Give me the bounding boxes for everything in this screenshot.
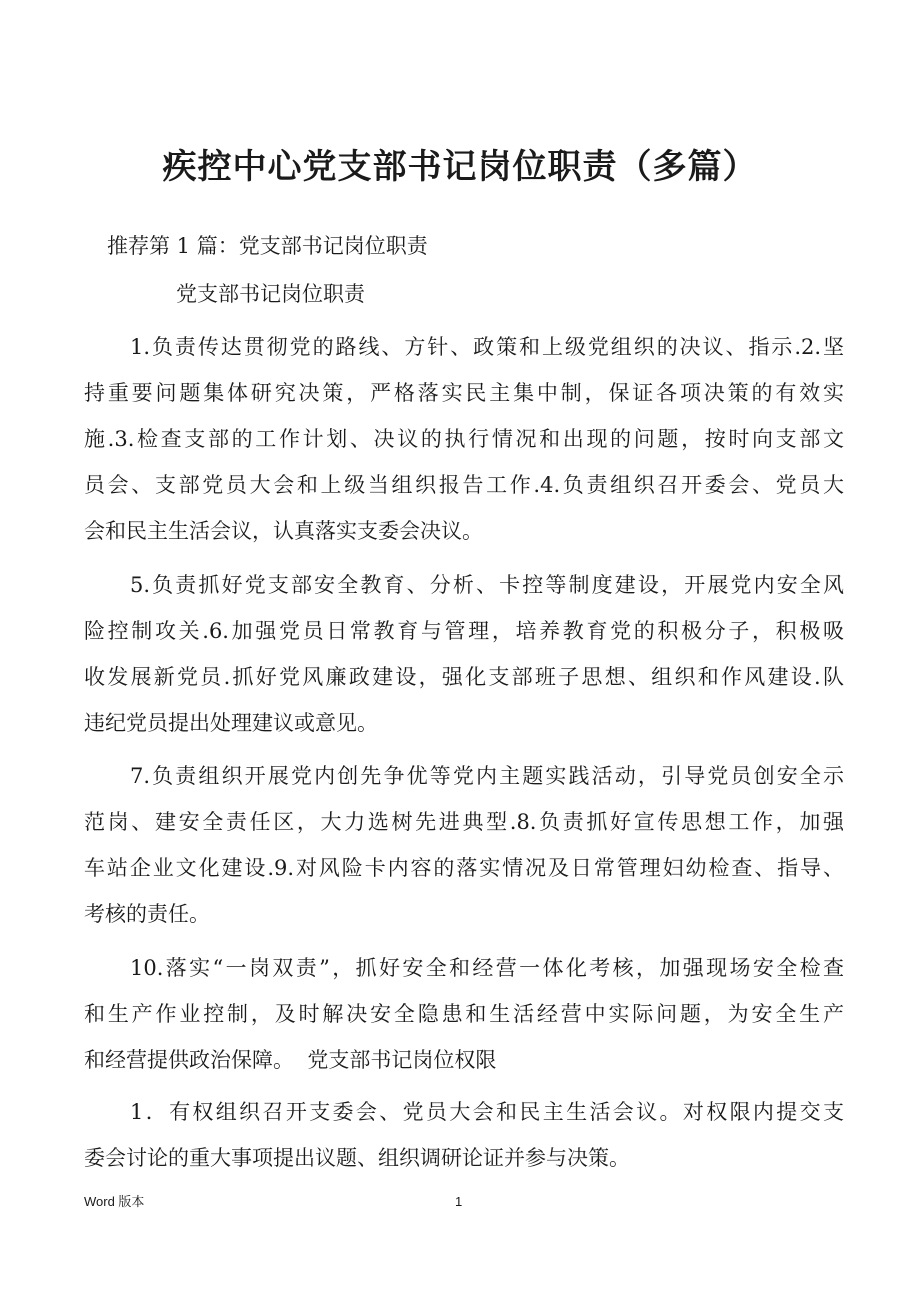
paragraph-line: 考核的责任。: [84, 902, 210, 926]
paragraph-2: [84, 562, 844, 746]
paragraph-5: [84, 1089, 844, 1181]
document-title: 疾控中心党支部书记岗位职责（多篇）: [162, 147, 758, 187]
paragraph-line: 委会讨论的重大事项提出议题、组织调研论证并参与决策。: [84, 1146, 630, 1170]
paragraph-line: 和生产作业控制，及时解决安全隐患和生活经营中实际问题，为安全生产: [84, 1002, 844, 1026]
paragraph-4: [84, 945, 844, 1083]
article-subtitle: 推荐第 1 篇：党支部书记岗位职责: [107, 234, 428, 258]
paragraph-3: [84, 753, 844, 937]
paragraph-line: 7.负责组织开展党内创先争优等党内主题实践活动，引导党员创安全示: [130, 764, 844, 788]
section-heading: 党支部书记岗位职责: [176, 282, 365, 306]
paragraph-line: 施.3.检查支部的工作计划、决议的执行情况和出现的问题，按时向支部文: [84, 427, 844, 451]
paragraph-line: 会和民主生活会议，认真落实支委会决议。: [84, 519, 483, 543]
paragraph-line: 违纪党员提出处理建议或意见。: [84, 711, 378, 735]
paragraph-line: 5.负责抓好党支部安全教育、分析、卡控等制度建设，开展党内安全风: [130, 573, 844, 597]
paragraph-line: 范岗、建安全责任区，大力选树先进典型.8.负责抓好宣传思想工作，加强: [84, 810, 844, 834]
paragraph-line: 车站企业文化建设.9.对风险卡内容的落实情况及日常管理妇幼检查、指导、: [84, 856, 844, 880]
paragraph-line: 险控制攻关.6.加强党员日常教育与管理，培养教育党的积极分子，积极吸: [84, 619, 844, 643]
paragraph-line: 10.落实“一岗双责”，抓好安全和经营一体化考核，加强现场安全检查: [130, 956, 844, 980]
paragraph-line: 收发展新党员.抓好党风廉政建设，强化支部班子思想、组织和作风建设.队: [84, 665, 844, 689]
paragraph-line: 1．有权组织召开支委会、党员大会和民主生活会议。对权限内提交支: [130, 1100, 844, 1124]
paragraph-line: 员会、支部党员大会和上级当组织报告工作.4.负责组织召开委会、党员大: [84, 473, 844, 497]
paragraph-line: 持重要问题集体研究决策，严格落实民主集中制，保证各项决策的有效实: [84, 381, 844, 405]
page-number: 1: [455, 1194, 463, 1209]
paragraph-line: 1.负责传达贯彻党的路线、方针、政策和上级党组织的决议、指示.2.坚: [130, 335, 844, 359]
paragraph-line: 和经营提供政治保障。 党支部书记岗位权限: [84, 1048, 497, 1072]
footer-label: Word 版本: [84, 1194, 145, 1209]
paragraph-1: [84, 324, 844, 554]
